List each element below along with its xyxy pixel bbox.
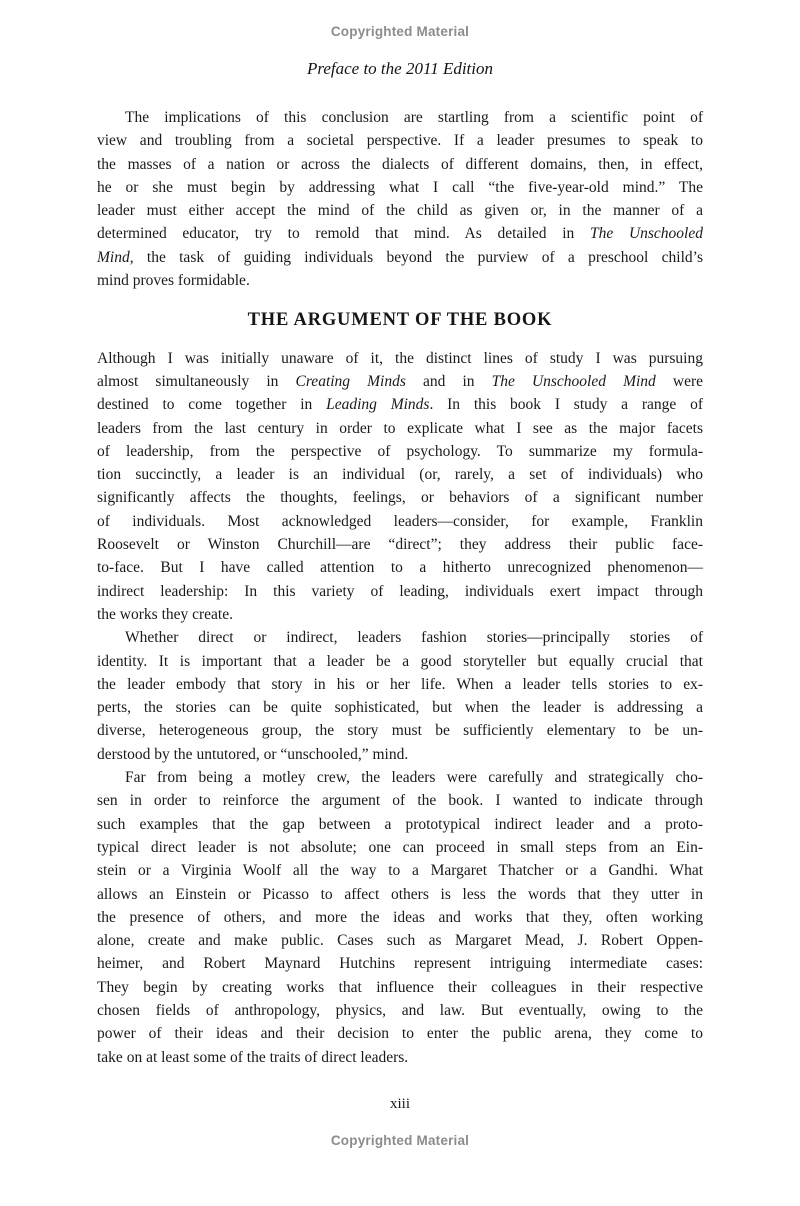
text-line: the masses of a nation or across the dialects of different domains, then, in effect, bbox=[97, 155, 703, 173]
text-line: of individuals. Most acknowledged leaders—consider, for example, Franklin bbox=[97, 512, 703, 530]
text-line: The implications of this conclusion are startling from a scientific point of bbox=[125, 109, 703, 126]
text-line: allows an Einstein or Picasso to affect others is less the words that they utter in bbox=[97, 885, 703, 903]
text-line: almost simultaneously in Creating Minds and in The Unschooled Mind were bbox=[97, 372, 703, 390]
text-line: leader must either accept the mind of the child as given or, in the manner of a bbox=[97, 202, 703, 220]
text-line: take on at least some of the traits of direct leaders. bbox=[97, 1048, 409, 1066]
book-title-italic: Leading Minds bbox=[326, 396, 430, 414]
text-line: derstood by the untutored, or “unschooled,” mind. bbox=[97, 745, 409, 763]
book-title-italic: The Unschooled bbox=[590, 225, 703, 243]
text-line: stein or a Virginia Woolf all the way to a Margaret Thatcher or a Gandhi. What bbox=[97, 862, 703, 880]
text-line: the works they create. bbox=[97, 605, 233, 623]
book-title-italic: The Unschooled Mind bbox=[491, 372, 656, 390]
text-line: such examples that the gap between a prototypical indirect leader and a proto- bbox=[97, 815, 703, 833]
text-line: Far from being a motley crew, the leaders were carefully and strategically cho- bbox=[125, 769, 703, 787]
text-line: view and troubling from a societal perspective. If a leader presumes to speak to bbox=[97, 132, 703, 150]
text-line: power of their ideas and their decision to enter the public arena, they come to bbox=[97, 1025, 703, 1043]
text-line: Roosevelt or Winston Churchill—are “direct”; they address their public face- bbox=[97, 536, 703, 554]
text-line: he or she must begin by addressing what I call “the five-year-old mind.” The bbox=[97, 178, 703, 196]
text-line: the presence of others, and more the ideas and works that they, often working bbox=[97, 908, 703, 926]
text-line: sen in order to reinforce the argument of the book. I wanted to indicate through bbox=[97, 792, 703, 810]
text-line: the leader embody that story in his or her life. When a leader tells stories to ex- bbox=[97, 675, 703, 693]
text-line: of leadership, from the perspective of psychology. To summarize my formula- bbox=[97, 442, 703, 460]
text-line: perts, the stories can be quite sophisticated, but when the leader is addressing a bbox=[97, 699, 703, 717]
text-line: They begin by creating works that influence their colleagues in their respective bbox=[97, 978, 703, 996]
text-line: alone, create and make public. Cases such as Margaret Mead, J. Robert Oppen- bbox=[97, 932, 703, 950]
text-line: to-face. But I have called attention to a hitherto unrecognized phenomenon— bbox=[97, 559, 703, 577]
page-body bbox=[97, 106, 703, 1069]
text-line: Although I was initially unaware of it, the distinct lines of study I was pursuing bbox=[97, 349, 703, 367]
text-line: heimer, and Robert Maynard Hutchins represent intriguing intermediate cases: bbox=[97, 955, 703, 973]
text-line: leaders from the last century in order to explicate what I see as the major facets bbox=[97, 419, 703, 437]
copyright-footer: Copyrighted Material bbox=[330, 1132, 470, 1148]
text-line: destined to come together in Leading Minds. In this book I study a range of bbox=[97, 396, 703, 414]
text-line: determined educator, try to remold that mind. As detailed in The Unschooled bbox=[97, 225, 703, 243]
running-head: Preface to the 2011 Edition bbox=[306, 59, 493, 78]
text-line: chosen fields of anthropology, physics, and law. But eventually, owing to the bbox=[97, 1001, 703, 1019]
text-line: diverse, heterogeneous group, the story must be sufficiently elementary to be un- bbox=[97, 722, 703, 740]
page-number: xiii bbox=[389, 1095, 410, 1112]
book-title-italic: Mind, bbox=[97, 248, 134, 266]
text-line: tion succinctly, a leader is an individual (or, rarely, a set of individuals) who bbox=[97, 466, 703, 484]
text-line: Whether direct or indirect, leaders fashion stories—principally stories of bbox=[125, 629, 703, 647]
text-line: typical direct leader is not absolute; one can proceed in small steps from an Ein- bbox=[97, 838, 703, 856]
copyright-header: Copyrighted Material bbox=[330, 24, 470, 39]
text-line: Mind, the task of guiding individuals beyond the purview of a preschool child’s bbox=[97, 248, 703, 266]
text-line: mind proves formidable. bbox=[97, 272, 250, 290]
text-line: indirect leadership: In this variety of leading, individuals exert impact through bbox=[97, 582, 703, 600]
text-line: identity. It is important that a leader be a good storyteller but equally crucial that bbox=[97, 652, 703, 670]
section-heading: THE ARGUMENT OF THE BOOK bbox=[247, 310, 553, 331]
text-line: significantly affects the thoughts, feelings, or behaviors of a significant number bbox=[97, 489, 703, 507]
book-title-italic: Creating Minds bbox=[295, 372, 406, 390]
